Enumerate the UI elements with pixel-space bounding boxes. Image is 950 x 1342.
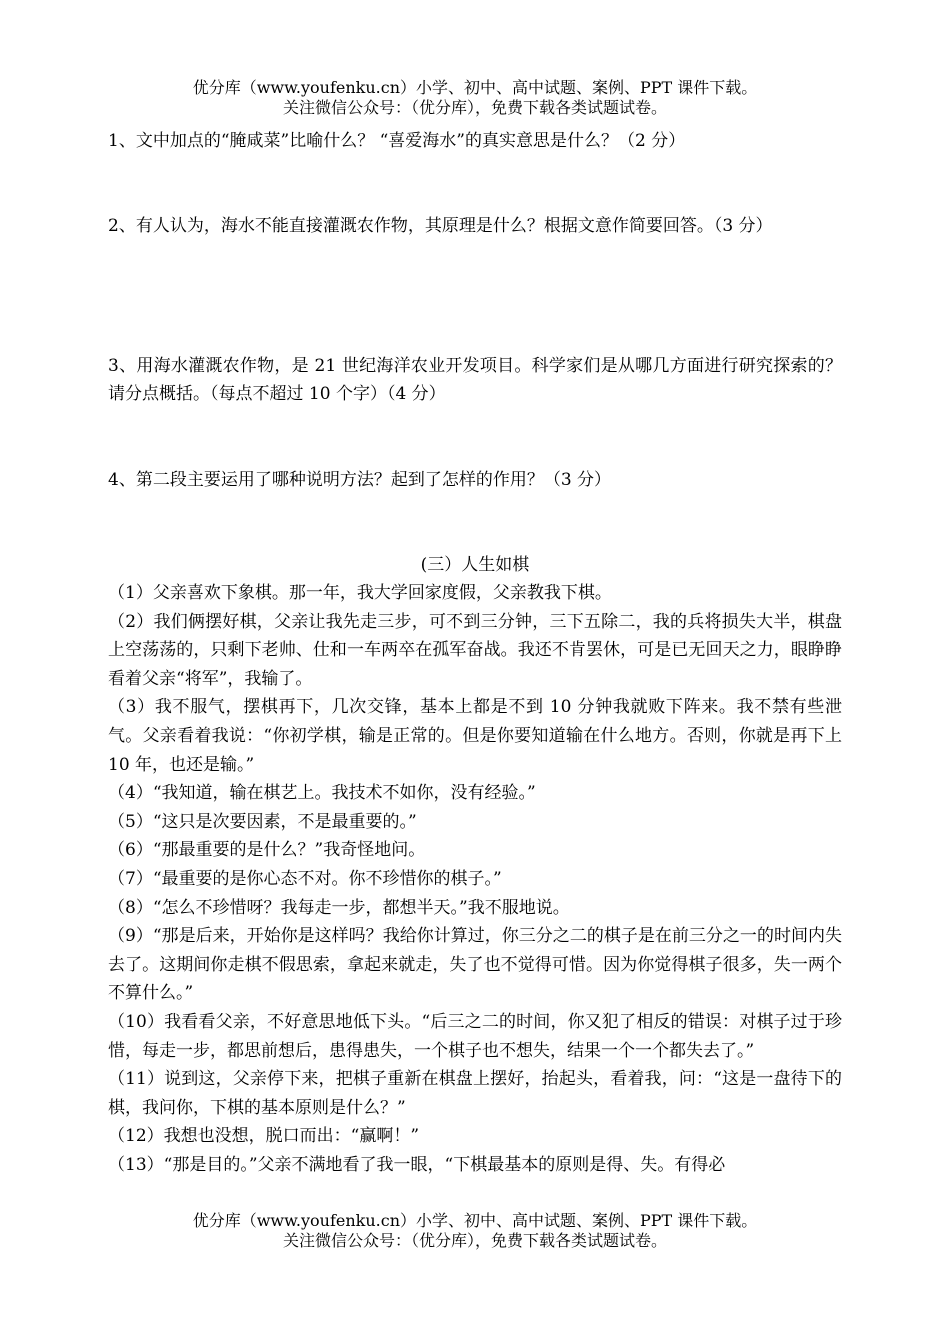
question-3: 3、用海水灌溉农作物，是 21 世纪海洋农业开发项目。科学家们是从哪几方面进行研究探索的？请分点概括。（每点不超过 10 个字）（4 分） bbox=[108, 356, 842, 404]
essay-paragraph-2: （2）我们俩摆好棋，父亲让我先走三步，可不到三分钟，三下五除二，我的兵将损失大半，棋盘上空荡荡的，只剩下老帅、仕和一车两卒在孤军奋战。我还不肯罢休，可是已无回天之力，眼睁睁看着父亲“将军”，我输了。 bbox=[108, 611, 842, 689]
essay-paragraph-9: （9）“那是后来，开始你是这样吗？我给你计算过，你三分之二的棋子是在前三分之一的时间内失去了。这期间你走棋不假思索，拿起来就走，失了也不觉得可惜。因为你觉得棋子很多，失一两个不算什么。” bbox=[108, 926, 842, 1004]
essay-title: (三）人生如棋 bbox=[420, 555, 530, 575]
question-1: 1、文中加点的“腌咸菜”比喻什么？ “喜爱海水”的真实意思是什么？（2 分） bbox=[108, 131, 686, 151]
essay-paragraph-4: （4）“我知道，输在棋艺上。我技术不如你，没有经验。” bbox=[108, 783, 536, 804]
question-2: 2、有人认为，海水不能直接灌溉农作物，其原理是什么？根据文意作简要回答。（3 分） bbox=[108, 216, 773, 236]
page-footer bbox=[0, 1211, 950, 1251]
essay-paragraph-7: （7）“最重要的是你心态不对。你不珍惜你的棋子。” bbox=[108, 868, 502, 889]
essay-paragraph-10: （10）我看看父亲，不好意思地低下头。“后三之二的时间，你又犯了相反的错误：对棋子过于珍惜，每走一步，都思前想后，患得患失，一个棋子也不想失，结果一个一个都失去了。” bbox=[108, 1011, 842, 1061]
essay-paragraph-5: （5）“这只是次要因素，不是最重要的。” bbox=[108, 811, 417, 832]
header-line-2: 关注微信公众号：（优分库），免费下载各类试题试卷。 bbox=[282, 98, 667, 117]
header-line-1: 优分库（www.youfenku.cn）小学、初中、高中试题、案例、PPT 课件下载。 bbox=[192, 78, 758, 97]
question-4: 4、第二段主要运用了哪种说明方法？起到了怎样的作用？（3 分） bbox=[108, 470, 612, 490]
footer-line-2: 关注微信公众号：（优分库），免费下载各类试题试卷。 bbox=[282, 1231, 667, 1250]
essay-paragraph-13: （13）“那是目的。”父亲不满地看了我一眼，“下棋最基本的原则是得、失。有得必 bbox=[108, 1154, 726, 1175]
footer-line-1: 优分库（www.youfenku.cn）小学、初中、高中试题、案例、PPT 课件下载。 bbox=[192, 1211, 758, 1230]
essay-body bbox=[108, 579, 842, 1179]
essay-paragraph-3: （3）我不服气，摆棋再下，几次交锋，基本上都是不到 10 分钟我就败下阵来。我不禁有些泄气。父亲看着我说：“你初学棋，输是正常的。但是你要知道输在什么地方。否则，你就是再下上 10 年，也还是输。” bbox=[108, 697, 842, 775]
essay-paragraph-11: （11）说到这，父亲停下来，把棋子重新在棋盘上摆好，抬起头，看着我，问：“这是一盘待下的棋，我问你，下棋的基本原则是什么？” bbox=[108, 1069, 842, 1118]
page-header bbox=[0, 78, 950, 118]
essay-paragraph-8: （8）“怎么不珍惜呀？我每走一步，都想半天。”我不服地说。 bbox=[108, 897, 570, 918]
essay-paragraph-1: （1）父亲喜欢下象棋。那一年，我大学回家度假，父亲教我下棋。 bbox=[108, 583, 612, 603]
essay-paragraph-12: （12）我想也没想，脱口而出：“赢啊！” bbox=[108, 1126, 420, 1147]
essay-paragraph-6: （6）“那最重要的是什么？”我奇怪地问。 bbox=[108, 840, 426, 861]
